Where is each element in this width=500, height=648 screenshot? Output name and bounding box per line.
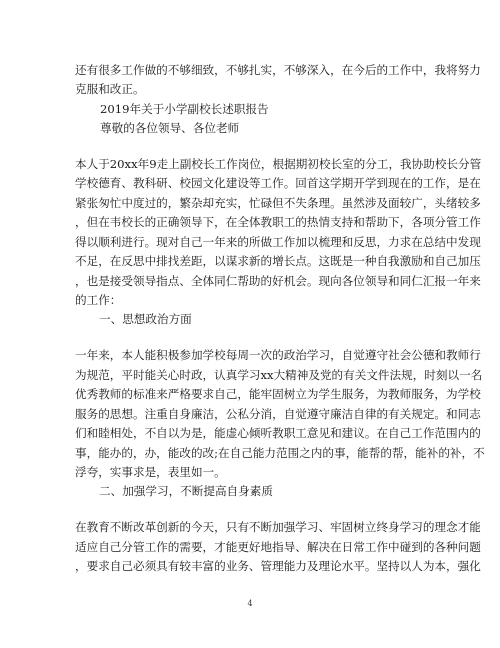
section-heading: 一、思想政治方面 bbox=[99, 312, 192, 326]
body-text-line: 服务的思想。注重自身廉洁，公私分消，自觉遵守廉洁自律的有关规定。和同志 bbox=[75, 407, 481, 421]
body-text-line: 紧张匆忙中度过的，繁杂却充实，忙碌但不失条理。虽然涉及面较广，头绪较多 bbox=[75, 196, 481, 210]
body-text-line: ，但在韦校长的正确领导下，在全体教职工的热情支持和帮助下，各项分管工作 bbox=[75, 215, 481, 229]
section-heading: 二、加强学习，不断提高自身素质 bbox=[99, 484, 273, 498]
body-text-line: ，要求自己必须具有较丰富的业务、管理能力及理论水平。坚持以人为本，强化 bbox=[75, 559, 481, 573]
body-text-line: 本人于20xx年9走上副校长工作岗位，根据期初校长室的分工，我协助校长分管 bbox=[75, 157, 482, 171]
body-text-line: 得以顺利进行。现对自己一年来的所做工作加以梳理和反思，力求在总结中发现 bbox=[75, 235, 481, 249]
body-text-line: 浮夸，实事求是，表里如一。 bbox=[75, 465, 226, 479]
body-text-line: 不足，在反思中排找差距，以谋求新的增长点。这既是一种自我激励和自己加压 bbox=[75, 254, 481, 268]
body-text-line: 适应自己分管工作的需要，才能更好地指导、解决在日常工作中碰到的各种问题 bbox=[75, 540, 481, 554]
body-text-line: 的工作： bbox=[75, 293, 122, 307]
body-text-line: 在教育不断改革创新的今天，只有不断加强学习、牢固树立终身学习的理念才能 bbox=[75, 520, 481, 534]
body-text-line: 事，能办的，办，能改的改;在自己能力范围之内的事，能帮的帮，能补的补，不 bbox=[75, 446, 485, 460]
body-text-line: 克服和改正。 bbox=[75, 82, 145, 96]
salutation: 尊敬的各位领导、各位老师 bbox=[100, 121, 240, 135]
body-text-line: 们和睦相处，不自以为是，能虚心倾听教职工意见和建议。在自己工作范围内的 bbox=[75, 426, 481, 440]
body-text-line: 优秀教师的标准来严格要求自己，能牢固树立为学生服务，为教师服务，为学校 bbox=[75, 387, 481, 401]
body-text-line: 学校德育、教科研、校园文化建设等工作。回首这学期开学到现在的工作，是在 bbox=[75, 176, 481, 190]
body-text-line: 一年来，本人能积极参加学校每周一次的政治学习，自觉遵守社会公德和教师行 bbox=[75, 348, 481, 362]
report-title: 2019年关于小学副校长述职报告 bbox=[100, 102, 269, 116]
page-number: 4 bbox=[247, 599, 253, 608]
body-text-line: ，也是接受领导指点、全体同仁帮助的好机会。现向各位领导和同仁汇报一年来 bbox=[75, 274, 481, 288]
body-text-line: 还有很多工作做的不够细致，不够扎实，不够深入，在今后的工作中，我将努力 bbox=[75, 63, 481, 77]
body-text-line: 为规范，平时能关心时政，认真学习xx大精神及党的有关文件法规，时刻以一名 bbox=[75, 368, 483, 382]
